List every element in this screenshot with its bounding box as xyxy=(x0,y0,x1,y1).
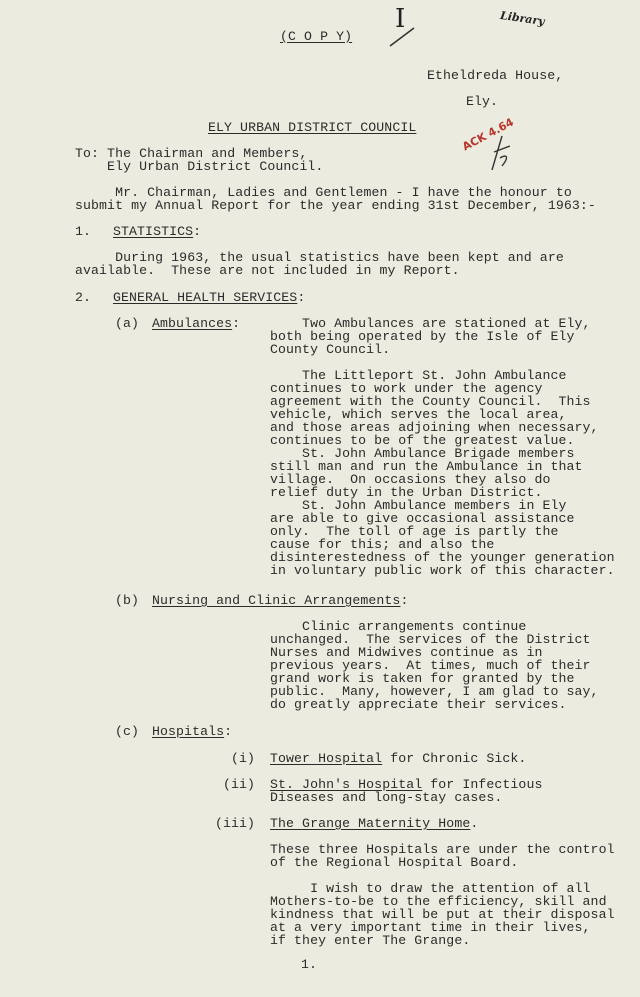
a-lines-line: continues to be of the greatest value. xyxy=(270,433,575,448)
a-lines-line: relief duty in the Urban District. xyxy=(270,485,543,500)
a-lines-line: St. John Ambulance members in Ely xyxy=(270,498,567,513)
c-after2-line: Mothers-to-be to the efficiency, skill and xyxy=(270,894,607,909)
a-lines-line: in voluntary public work of this character. xyxy=(270,563,615,578)
section-2-heading: GENERAL HEALTH SERVICES: xyxy=(113,290,306,305)
address-line-1: Etheldreda House, xyxy=(427,68,564,83)
council-title: ELY URBAN DISTRICT COUNCIL xyxy=(208,120,417,135)
hospital-3-number: (iii) xyxy=(215,816,256,831)
hospital-1-number: (i) xyxy=(231,751,256,766)
intro-line-1: Mr. Chairman, Ladies and Gentlemen - I have the honour to xyxy=(75,185,572,200)
hospital-2-line-2: Diseases and long-stay cases. xyxy=(270,790,503,805)
subsection-c-heading: Hospitals: xyxy=(152,724,233,739)
hospital-1: Tower Hospital for Chronic Sick. xyxy=(270,751,527,766)
c-after2-line: I wish to draw the attention of all xyxy=(270,881,591,896)
subsection-b-label: (b) xyxy=(115,593,140,608)
b-lines-line: public. Many, however, I am glad to say, xyxy=(270,684,599,699)
b-lines-line: do greatly appreciate their services. xyxy=(270,697,567,712)
section-2-number: 2. xyxy=(75,290,92,305)
addressee-line-1: To: The Chairman and Members, xyxy=(75,146,308,161)
subsection-c-label: (c) xyxy=(115,724,140,739)
a-lines-line: only. The toll of age is partly the xyxy=(270,524,559,539)
section-1-line-1: During 1963, the usual statistics have been kept and are xyxy=(75,250,564,265)
a-lines-line: and those areas adjoining when necessary, xyxy=(270,420,599,435)
c-after2-line: kindness that will be put at their disposal xyxy=(270,907,615,922)
a-lines-line: are able to give occasional assistance xyxy=(270,511,575,526)
hospital-2: St. John's Hospital for Infectious xyxy=(270,777,543,792)
handwritten-scribble-icon xyxy=(480,132,520,174)
handwritten-mark: I xyxy=(395,4,406,34)
subsection-a-label: (a) xyxy=(115,316,140,331)
subsection-a-heading: Ambulances: xyxy=(152,316,241,331)
a-lines-line: both being operated by the Isle of Ely xyxy=(270,329,575,344)
b-lines-line: Nurses and Midwives continue as in xyxy=(270,645,543,660)
a-lines-line: County Council. xyxy=(270,342,391,357)
library-note: Library xyxy=(499,8,546,29)
a-lines-line: Two Ambulances are stationed at Ely, xyxy=(270,316,591,331)
handwritten-stroke-icon xyxy=(388,26,416,48)
hospital-3: The Grange Maternity Home. xyxy=(270,816,479,831)
a-lines-line: The Littleport St. John Ambulance xyxy=(270,368,567,383)
a-lines-line: disinterestedness of the younger generation xyxy=(270,550,615,565)
b-lines-line: Clinic arrangements continue xyxy=(270,619,527,634)
a-lines-line: St. John Ambulance Brigade members xyxy=(270,446,575,461)
subsection-b-heading: Nursing and Clinic Arrangements: xyxy=(152,593,409,608)
intro-line-2: submit my Annual Report for the year ending 31st December, 1963:- xyxy=(75,198,596,213)
section-1-number: 1. xyxy=(75,224,92,239)
hospitals-control-line-2: of the Regional Hospital Board. xyxy=(270,855,519,870)
hospitals-control-line-1: These three Hospitals are under the control xyxy=(270,842,615,857)
section-1-heading: STATISTICS: xyxy=(113,224,202,239)
b-lines-line: grand work is taken for granted by the xyxy=(270,671,575,686)
a-lines-line: agreement with the County Council. This xyxy=(270,394,591,409)
b-lines-line: previous years. At times, much of their xyxy=(270,658,591,673)
b-lines-line: unchanged. The services of the District xyxy=(270,632,591,647)
section-1-line-2: available. These are not included in my Report. xyxy=(75,263,460,278)
c-after2-line: at a very important time in their lives, xyxy=(270,920,591,935)
a-lines-line: village. On occasions they also do xyxy=(270,472,551,487)
address-line-2: Ely. xyxy=(466,94,499,109)
acknowledgement-stamp: ACK 4.64 xyxy=(460,115,516,154)
a-lines-line: cause for this; and also the xyxy=(270,537,495,552)
addressee-line-2: Ely Urban District Council. xyxy=(75,159,324,174)
a-lines-line: continues to work under the agency xyxy=(270,381,543,396)
a-lines-line: vehicle, which serves the local area, xyxy=(270,407,567,422)
copy-label: (C O P Y) xyxy=(280,29,353,44)
hospital-2-number: (ii) xyxy=(223,777,256,792)
c-after2-line: if they enter The Grange. xyxy=(270,933,471,948)
page-number: 1. xyxy=(301,957,318,972)
a-lines-line: still man and run the Ambulance in that xyxy=(270,459,583,474)
